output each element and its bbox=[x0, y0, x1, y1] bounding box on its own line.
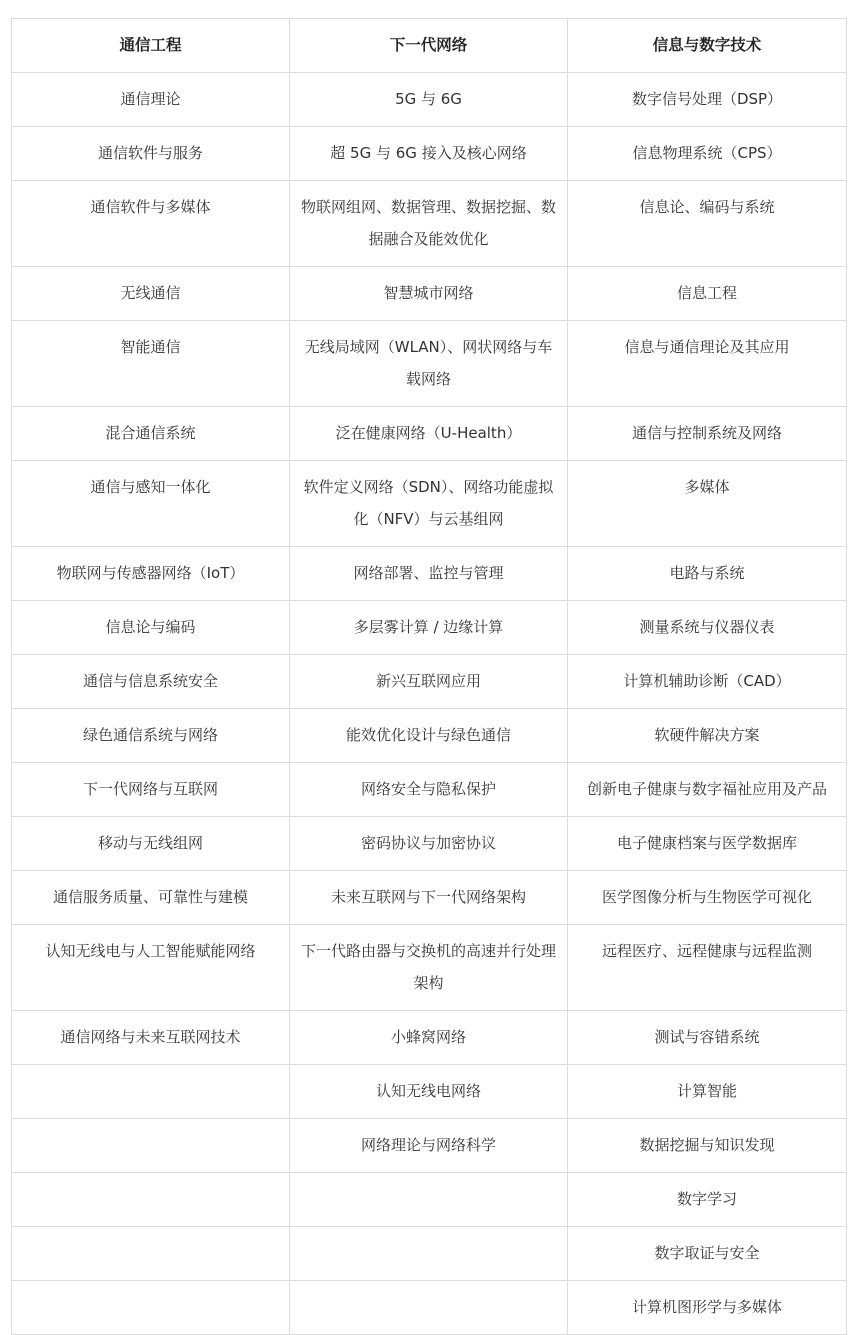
header-information-digital-technology: 信息与数字技术 bbox=[568, 19, 847, 73]
table-cell: 数字信号处理（DSP） bbox=[568, 73, 847, 127]
table-body bbox=[12, 73, 847, 1335]
table-cell: 智慧城市网络 bbox=[290, 267, 568, 321]
table-cell: 能效优化设计与绿色通信 bbox=[290, 709, 568, 763]
table-cell: 网络安全与隐私保护 bbox=[290, 763, 568, 817]
table-cell: 多媒体 bbox=[568, 461, 847, 547]
table-cell: 通信软件与服务 bbox=[12, 127, 290, 181]
table-cell bbox=[290, 1173, 568, 1227]
table-cell: 5G 与 6G bbox=[290, 73, 568, 127]
table-row bbox=[12, 181, 847, 267]
table-cell: 无线通信 bbox=[12, 267, 290, 321]
table-cell: 通信网络与未来互联网技术 bbox=[12, 1011, 290, 1065]
table-row bbox=[12, 461, 847, 547]
table-cell: 远程医疗、远程健康与远程监测 bbox=[568, 925, 847, 1011]
table-row bbox=[12, 763, 847, 817]
header-row bbox=[12, 19, 847, 73]
topics-table-container bbox=[11, 18, 846, 1335]
table-cell: 医学图像分析与生物医学可视化 bbox=[568, 871, 847, 925]
header-communication-engineering: 通信工程 bbox=[12, 19, 290, 73]
table-cell: 软件定义网络（SDN）、网络功能虚拟化（NFV）与云基组网 bbox=[290, 461, 568, 547]
table-cell: 测量系统与仪器仪表 bbox=[568, 601, 847, 655]
table-row bbox=[12, 73, 847, 127]
table-cell: 混合通信系统 bbox=[12, 407, 290, 461]
table-cell: 计算智能 bbox=[568, 1065, 847, 1119]
table-cell: 认知无线电网络 bbox=[290, 1065, 568, 1119]
table-row bbox=[12, 925, 847, 1011]
table-cell: 小蜂窝网络 bbox=[290, 1011, 568, 1065]
table-row bbox=[12, 1011, 847, 1065]
table-cell: 通信软件与多媒体 bbox=[12, 181, 290, 267]
table-cell: 通信理论 bbox=[12, 73, 290, 127]
table-row bbox=[12, 871, 847, 925]
table-cell: 绿色通信系统与网络 bbox=[12, 709, 290, 763]
table-cell: 电路与系统 bbox=[568, 547, 847, 601]
header-next-generation-networks: 下一代网络 bbox=[290, 19, 568, 73]
table-cell: 电子健康档案与医学数据库 bbox=[568, 817, 847, 871]
table-cell: 移动与无线组网 bbox=[12, 817, 290, 871]
table-row bbox=[12, 127, 847, 181]
table-cell: 计算机辅助诊断（CAD） bbox=[568, 655, 847, 709]
table-cell: 下一代路由器与交换机的高速并行处理架构 bbox=[290, 925, 568, 1011]
table-cell: 信息与通信理论及其应用 bbox=[568, 321, 847, 407]
table-cell: 网络部署、监控与管理 bbox=[290, 547, 568, 601]
table-row bbox=[12, 1227, 847, 1281]
table-cell: 软硬件解决方案 bbox=[568, 709, 847, 763]
table-cell bbox=[290, 1227, 568, 1281]
table-cell: 信息工程 bbox=[568, 267, 847, 321]
table-cell: 通信服务质量、可靠性与建模 bbox=[12, 871, 290, 925]
table-cell bbox=[12, 1119, 290, 1173]
table-cell: 未来互联网与下一代网络架构 bbox=[290, 871, 568, 925]
table-row bbox=[12, 267, 847, 321]
table-cell: 密码协议与加密协议 bbox=[290, 817, 568, 871]
table-cell: 物联网组网、数据管理、数据挖掘、数据融合及能效优化 bbox=[290, 181, 568, 267]
table-row bbox=[12, 1281, 847, 1335]
table-cell: 网络理论与网络科学 bbox=[290, 1119, 568, 1173]
table-row bbox=[12, 547, 847, 601]
table-row bbox=[12, 655, 847, 709]
table-cell bbox=[12, 1173, 290, 1227]
table-row bbox=[12, 1173, 847, 1227]
table-cell: 物联网与传感器网络（IoT） bbox=[12, 547, 290, 601]
table-cell: 新兴互联网应用 bbox=[290, 655, 568, 709]
table-cell: 通信与感知一体化 bbox=[12, 461, 290, 547]
table-cell bbox=[12, 1227, 290, 1281]
table-cell: 数字取证与安全 bbox=[568, 1227, 847, 1281]
table-cell: 认知无线电与人工智能赋能网络 bbox=[12, 925, 290, 1011]
table-cell: 数字学习 bbox=[568, 1173, 847, 1227]
table-cell bbox=[12, 1281, 290, 1335]
table-cell bbox=[290, 1281, 568, 1335]
table-cell: 智能通信 bbox=[12, 321, 290, 407]
table-cell: 信息论、编码与系统 bbox=[568, 181, 847, 267]
table-cell: 测试与容错系统 bbox=[568, 1011, 847, 1065]
table-row bbox=[12, 709, 847, 763]
table-row bbox=[12, 601, 847, 655]
table-cell: 通信与信息系统安全 bbox=[12, 655, 290, 709]
table-row bbox=[12, 321, 847, 407]
table-cell: 创新电子健康与数字福祉应用及产品 bbox=[568, 763, 847, 817]
table-cell: 数据挖掘与知识发现 bbox=[568, 1119, 847, 1173]
table-row bbox=[12, 1065, 847, 1119]
table-cell: 计算机图形学与多媒体 bbox=[568, 1281, 847, 1335]
table-cell: 下一代网络与互联网 bbox=[12, 763, 290, 817]
table-cell: 多层雾计算 / 边缘计算 bbox=[290, 601, 568, 655]
table-row bbox=[12, 817, 847, 871]
table-cell: 无线局域网（WLAN）、网状网络与车载网络 bbox=[290, 321, 568, 407]
topics-table bbox=[11, 18, 847, 1335]
table-row bbox=[12, 407, 847, 461]
table-header bbox=[12, 19, 847, 73]
table-cell: 泛在健康网络（U-Health） bbox=[290, 407, 568, 461]
table-cell: 信息论与编码 bbox=[12, 601, 290, 655]
table-cell: 信息物理系统（CPS） bbox=[568, 127, 847, 181]
table-cell: 通信与控制系统及网络 bbox=[568, 407, 847, 461]
table-cell bbox=[12, 1065, 290, 1119]
table-cell: 超 5G 与 6G 接入及核心网络 bbox=[290, 127, 568, 181]
table-row bbox=[12, 1119, 847, 1173]
